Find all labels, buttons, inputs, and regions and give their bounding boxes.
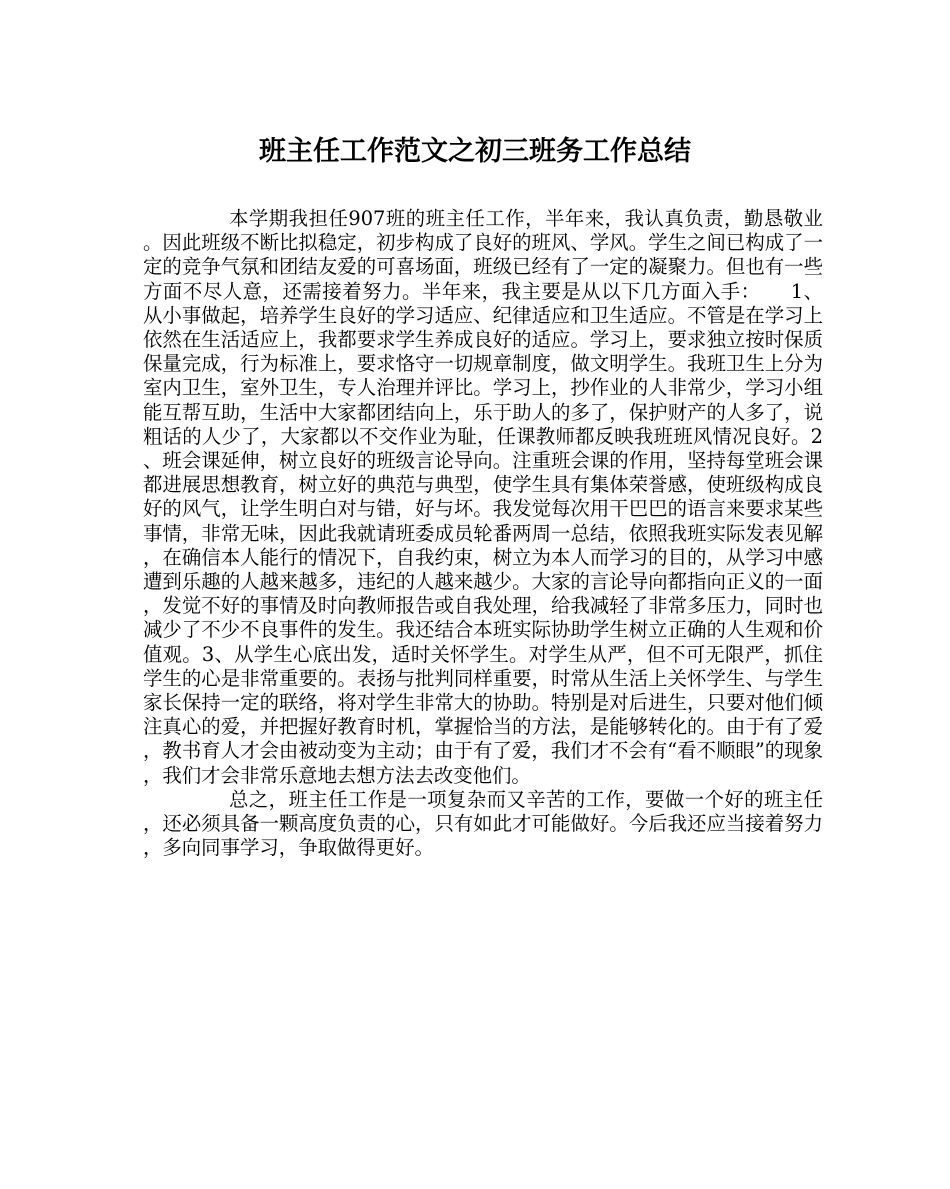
body-paragraph: 总之，班主任工作是一项复杂而又辛苦的工作，要做一个好的班主任，还必须具备一颗高度负责的心，只有如此才可能做好。今后我还应当接着努力，多向同事学习，争取做得更好。: [143, 787, 823, 860]
body-paragraph: 本学期我担任907班的班主任工作，半年来，我认真负责，勤恳敬业。因此班级不断比拟稳定，初步构成了良好的班风、学风。学生之间已构成了一定的竞争气氛和团结友爱的可喜场面，班级已经有了一定的凝聚力。但也有一些方面不尽人意，还需接着努力。半年来，我主要是从以下几方面入手： 1、从小事做起，培养学生良好的学习适应、纪律适应和卫生适应。不管是在学习上依然在生活适应上，我都要求学生养成良好的适应。学习上，要求独立按时保质保量完成，行为标准上，要求恪守一切规章制度，做文明学生。我班卫生上分为室内卫生，室外卫生，专人治理并评比。学习上，抄作业的人非常少，学习小组能互帮互助，生活中大家都团结向上，乐于助人的多了，保护财产的人多了，说粗话的人少了，大家都以不交作业为耻，任课教师都反映我班班风情况良好。2、班会课延伸，树立良好的班级言论导向。注重班会课的作用，坚持每堂班会课都进展思想教育，树立好的典范与典型，使学生具有集体荣誉感，使班级构成良好的风气，让学生明白对与错，好与坏。我发觉每次用干巴巴的语言来要求某些事情，非常无味，因此我就请班委成员轮番两周一总结，依照我班实际发表见解，在确信本人能行的情况下，自我约束，树立为本人而学习的目的，从学习中感遭到乐趣的人越来越多，违纪的人越来越少。大家的言论导向都指向正义的一面，发觉不好的事情及时向教师报告或自我处理，给我减轻了非常多压力，同时也减少了不少不良事件的发生。我还结合本班实际协助学生树立正确的人生观和价值观。3、从学生心底出发，适时关怀学生。对学生从严，但不可无限严，抓住学生的心是非常重要的。表扬与批判同样重要，时常从生活上关怀学生、与学生家长保持一定的联络，将对学生非常大的协助。特别是对后进生，只要对他们倾注真心的爱，并把握好教育时机，掌握恰当的方法，是能够转化的。由于有了爱，教书育人才会由被动变为主动；由于有了爱，我们才不会有“看不顺眼”的现象，我们才会非常乐意地去想方法去改变他们。: [143, 207, 823, 787]
document-title: 班主任工作范文之初三班务工作总结: [259, 136, 691, 167]
document-body: [143, 207, 823, 860]
